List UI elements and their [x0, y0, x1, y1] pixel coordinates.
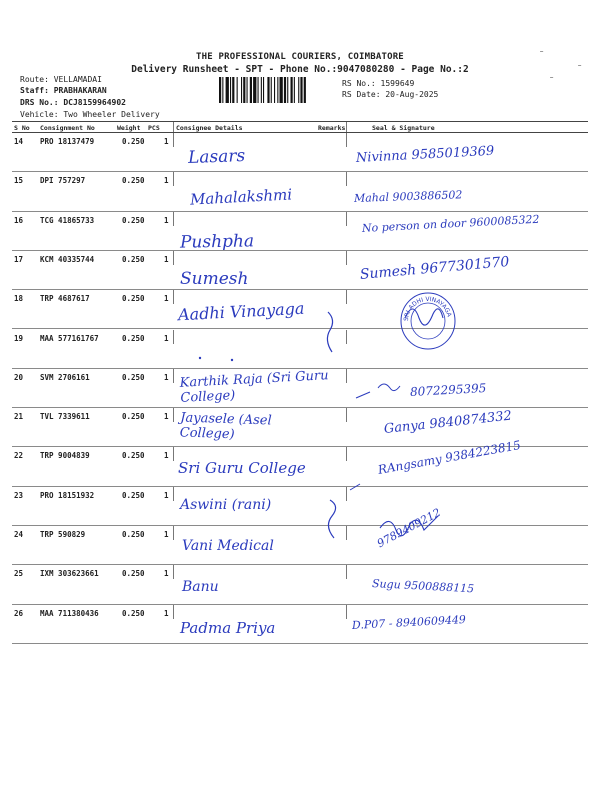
pcs-cell: 1 [164, 254, 169, 264]
consignee-handwriting: Sumesh [180, 268, 249, 289]
weight-cell: 0.250 [122, 215, 145, 225]
barcode-bar [232, 77, 234, 103]
col-sno: S No [14, 124, 30, 132]
signature-handwriting: Sumesh 9677301570 [359, 253, 511, 283]
consignment-cell: TCG 41865733 [40, 215, 95, 225]
consignment-cell: TRP 590829 [40, 530, 86, 539]
barcode-bar [294, 77, 295, 103]
signature-handwriting: No person on door 9600085322 [361, 212, 540, 235]
consignment-cell: TVL 7339611 [40, 412, 90, 422]
signature-handwriting: Ganya 9840874332 [383, 408, 513, 438]
vehicle-value: Two Wheeler Delivery [63, 110, 160, 119]
consignee-handwriting: Sri Guru College [178, 459, 306, 478]
pcs-cell: 1 [164, 137, 169, 146]
column-divider [346, 251, 347, 265]
barcode-bar [277, 77, 278, 103]
table-row [0, 251, 600, 290]
column-divider [346, 487, 347, 501]
route-value: VELLAMADAI [53, 75, 102, 84]
col-consignment: Consignment No [40, 124, 95, 132]
column-divider [346, 212, 347, 226]
margin-mark: - [548, 70, 556, 84]
signature-handwriting: Nivinna 9585019369 [355, 143, 495, 166]
weight-cell: 0.250 [122, 254, 145, 264]
route-label: Route: [20, 75, 49, 84]
barcode-bar [271, 77, 272, 103]
column-divider [173, 251, 174, 265]
sno-cell: 20 [14, 372, 24, 382]
staff-label: Staff: [20, 86, 49, 95]
column-divider [346, 447, 347, 461]
consignment-cell: DPI 757297 [40, 176, 86, 186]
weight-cell: 0.250 [122, 490, 145, 500]
barcode-bar [298, 77, 299, 103]
consignee-handwriting: Vani Medical [182, 538, 274, 554]
column-divider [346, 330, 347, 344]
column-divider [173, 526, 174, 540]
consignment-cell: TRP 9004839 [40, 451, 90, 461]
table-row [0, 505, 600, 565]
barcode-bar [261, 77, 262, 103]
column-divider [173, 212, 174, 226]
signature-handwriting: RAngsamy 9384223815 [376, 438, 522, 478]
column-divider [346, 172, 347, 186]
consignee-handwriting: Lasars [187, 146, 246, 168]
pcs-cell: 1 [164, 608, 169, 618]
vehicle-line [20, 110, 160, 119]
column-divider [173, 172, 174, 186]
column-divider [173, 487, 174, 501]
barcode-bar [267, 77, 269, 103]
weight-cell: 0.250 [122, 412, 145, 422]
rs-no-line [342, 79, 414, 88]
consignee-handwriting: Pushpha [179, 230, 255, 253]
barcode-bar [219, 77, 221, 103]
column-divider [173, 133, 174, 147]
barcode-bar [300, 77, 302, 103]
signature-handwriting: 8072295395 [409, 380, 487, 399]
barcode-bar [237, 77, 238, 103]
table-row [0, 290, 600, 329]
barcode [219, 77, 341, 103]
pcs-cell: 1 [164, 451, 169, 461]
weight-cell: 0.250 [122, 176, 145, 186]
pcs-cell: 1 [164, 333, 169, 343]
route-line [20, 75, 102, 84]
consignee-handwriting: Jayasele (Asel College) [179, 410, 272, 443]
column-divider [173, 605, 174, 619]
table-row [0, 438, 600, 486]
pcs-cell: 1 [164, 372, 169, 382]
consignee-handwriting: Mahalakshmi [189, 185, 293, 209]
barcode-bar [222, 77, 223, 103]
barcode-bar [280, 77, 283, 103]
barcode-bar [263, 77, 264, 103]
rs-date-line [342, 90, 438, 99]
weight-cell: 0.250 [122, 530, 145, 539]
rs-no-value: 1599649 [380, 79, 415, 88]
drs-line [20, 98, 126, 107]
sno-cell: 22 [14, 451, 24, 461]
barcode-bar [247, 77, 248, 103]
pcs-cell: 1 [164, 294, 169, 304]
table-row [0, 330, 600, 369]
pcs-cell: 1 [164, 569, 169, 579]
signature-handwriting: D.P07 - 8940609449 [351, 612, 467, 632]
barcode-bar [304, 77, 306, 103]
table-row [0, 487, 600, 526]
sno-cell: 21 [14, 412, 24, 422]
sno-cell: 24 [14, 530, 24, 539]
barcode-bar [230, 77, 231, 103]
barcode-bar [241, 77, 242, 103]
sno-cell: 19 [14, 333, 24, 343]
margin-mark: - [538, 44, 546, 58]
table-row [0, 565, 600, 604]
column-divider [173, 408, 174, 422]
column-divider [346, 290, 347, 304]
consignment-cell: PRO 18151932 [40, 490, 95, 500]
consignment-cell: IXM 303623661 [40, 569, 99, 579]
column-divider [173, 369, 174, 383]
column-divider [173, 565, 174, 579]
barcode-bar [258, 77, 259, 103]
vehicle-label: Vehicle: [20, 110, 59, 119]
column-divider [346, 369, 347, 383]
column-divider [346, 408, 347, 422]
sno-cell: 17 [14, 254, 24, 264]
consignee-handwriting: Aswini (rani) [180, 496, 272, 513]
barcode-bar [250, 77, 252, 103]
column-divider [173, 290, 174, 304]
sno-cell: 15 [14, 176, 24, 186]
signature-handwriting: Mahal 9003886502 [353, 188, 463, 206]
header-divider [173, 122, 174, 132]
consignment-cell: TRP 4687617 [40, 294, 90, 304]
col-pcs: PCS [148, 124, 160, 132]
pcs-cell: 1 [164, 176, 169, 186]
table-row [0, 605, 600, 644]
pcs-cell: 1 [164, 530, 169, 539]
consignment-cell: MAA 711380436 [40, 608, 99, 618]
col-consignee: Consignee Details [176, 124, 243, 132]
rs-no-label: RS No.: [342, 79, 376, 88]
barcode-bar [287, 77, 288, 103]
staff-line [20, 86, 107, 95]
rs-date-label: RS Date: [342, 90, 381, 99]
consignment-cell: SVM 2706161 [40, 372, 90, 382]
column-divider [346, 526, 347, 540]
consignment-cell: PRO 18137479 [40, 137, 95, 146]
barcode-bar [253, 77, 256, 103]
barcode-bar [284, 77, 286, 103]
drs-label: DRS No.: [20, 98, 59, 107]
weight-cell: 0.250 [122, 569, 145, 579]
col-remarks: Remarks [318, 124, 346, 132]
weight-cell: 0.250 [122, 372, 145, 382]
consignment-cell: KCM 40335744 [40, 254, 95, 264]
pcs-cell: 1 [164, 412, 169, 422]
stamp-text: SRI ADHI VINAYAGA [402, 295, 453, 322]
staff-value: PRABHAKARAN [53, 86, 107, 95]
table-top-rule [12, 121, 588, 122]
table-row [0, 369, 600, 408]
sno-cell: 23 [14, 490, 24, 500]
rs-date-value: 20-Aug-2025 [385, 90, 439, 99]
sno-cell: 18 [14, 294, 24, 304]
consignee-handwriting: Banu [182, 579, 219, 596]
margin-mark: - [576, 58, 584, 72]
table-row [0, 172, 600, 211]
pcs-cell: 1 [164, 215, 169, 225]
signature-handwriting: Sugu 9500888115 [371, 577, 475, 596]
barcode-bar [243, 77, 245, 103]
barcode-bar [226, 77, 229, 103]
consignee-handwriting: Karthik Raja (Sri Guru College) [179, 367, 329, 406]
round-seal-stamp [398, 290, 458, 352]
company-title: THE PROFESSIONAL COURIERS, COIMBATORE [196, 52, 404, 62]
consignment-cell: MAA 577161767 [40, 333, 99, 343]
column-divider [346, 133, 347, 147]
consignee-handwriting: Padma Priya [180, 618, 276, 637]
weight-cell: 0.250 [122, 451, 145, 461]
barcode-bar [291, 77, 293, 103]
table-row [0, 212, 600, 251]
table-row [0, 133, 600, 172]
consignee-handwriting: Aadhi Vinayaga [177, 298, 305, 325]
runsheet-subtitle: Delivery Runsheet - SPT - Phone No.:9047080280 - Page No.:2 [131, 64, 469, 75]
weight-cell: 0.250 [122, 608, 145, 618]
signature-handwriting: 9789409212 [374, 505, 443, 551]
sno-cell: 25 [14, 569, 24, 579]
sno-cell: 14 [14, 137, 24, 146]
column-divider [346, 565, 347, 579]
column-divider [346, 605, 347, 619]
column-divider [173, 447, 174, 461]
header-divider [346, 122, 347, 132]
barcode-bar [274, 77, 275, 103]
drs-value: DCJ8159964902 [63, 98, 126, 107]
col-weight: Weight [117, 124, 141, 132]
sno-cell: 16 [14, 215, 24, 225]
pcs-cell: 1 [164, 490, 169, 500]
weight-cell: 0.250 [122, 137, 145, 146]
row-divider [12, 643, 588, 644]
weight-cell: 0.250 [122, 294, 145, 304]
col-seal-signature: Seal & Signature [372, 124, 435, 132]
weight-cell: 0.250 [122, 333, 145, 343]
sno-cell: 26 [14, 608, 24, 618]
column-divider [173, 330, 174, 344]
